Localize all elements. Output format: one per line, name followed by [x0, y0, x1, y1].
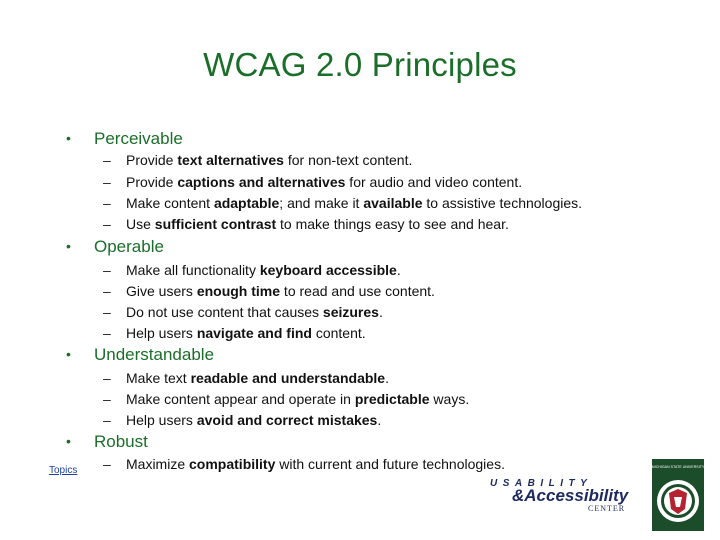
- guideline-text: [126, 304, 383, 320]
- guideline-keyword: available: [363, 195, 423, 211]
- principle-label: Understandable: [94, 345, 215, 364]
- principle-guideline-item: [0, 195, 720, 215]
- guideline-text-segment: ; and make it: [279, 195, 364, 211]
- guideline-text-segment: .: [378, 304, 383, 320]
- guideline-text-segment: Help users: [126, 412, 197, 428]
- dash-icon: –: [103, 391, 111, 407]
- seal-top-text: MICHIGAN STATE UNIVERSITY: [652, 465, 704, 469]
- guideline-keyword: text alternatives: [177, 152, 284, 168]
- guideline-text: [126, 391, 469, 407]
- topics-link[interactable]: Topics: [49, 465, 78, 476]
- dash-icon: –: [103, 456, 111, 472]
- guideline-keyword: enough time: [196, 283, 281, 299]
- guideline-text: [126, 216, 509, 232]
- principle-guideline-item: [0, 304, 720, 324]
- guideline-text: [126, 283, 435, 299]
- principle-label: Robust: [94, 432, 148, 451]
- logo-center-text: CENTER: [588, 504, 626, 513]
- guideline-text-segment: for non-text content.: [283, 152, 413, 168]
- principle-understandable: [0, 345, 400, 367]
- dash-icon: –: [103, 370, 111, 386]
- guideline-text-segment: Help users: [126, 325, 197, 341]
- guideline-keyword: avoid and correct mistakes: [196, 412, 378, 428]
- dash-icon: –: [103, 412, 111, 428]
- guideline-text-segment: Give users: [126, 283, 197, 299]
- guideline-text-segment: Make content appear and operate in: [126, 391, 355, 407]
- slide-title: WCAG 2.0 Principles: [203, 46, 517, 83]
- guideline-text: [126, 456, 505, 472]
- guideline-keyword: adaptable: [213, 195, 280, 211]
- guideline-text: [126, 174, 522, 190]
- guideline-text-segment: Make all functionality: [126, 262, 260, 278]
- guideline-text: [126, 152, 412, 168]
- principle-guideline-item: [0, 325, 720, 345]
- principle-label: Perceivable: [94, 129, 183, 148]
- guideline-text-segment: with current and future technologies.: [275, 456, 505, 472]
- guideline-text: [126, 370, 389, 386]
- guideline-keyword: keyboard accessible: [259, 262, 397, 278]
- guideline-text-segment: Make content: [126, 195, 214, 211]
- dash-icon: –: [103, 325, 111, 341]
- dash-icon: –: [103, 195, 111, 211]
- principle-guideline-item: [0, 456, 720, 476]
- dash-icon: –: [103, 152, 111, 168]
- principle-guideline-item: [0, 370, 720, 390]
- principle-guideline-item: [0, 262, 720, 282]
- guideline-text-segment: to make things easy to see and hear.: [276, 216, 509, 232]
- guideline-text-segment: .: [396, 262, 401, 278]
- guideline-text-segment: Do not use content that causes: [126, 304, 323, 320]
- guideline-keyword: seizures: [322, 304, 379, 320]
- guideline-keyword: sufficient contrast: [154, 216, 277, 232]
- guideline-text-segment: .: [377, 412, 382, 428]
- dash-icon: –: [103, 304, 111, 320]
- bullet-icon: •: [66, 130, 71, 146]
- dash-icon: –: [103, 283, 111, 299]
- dash-icon: –: [103, 262, 111, 278]
- principle-perceivable: [0, 129, 400, 151]
- guideline-text-segment: to read and use content.: [280, 283, 435, 299]
- guideline-text: [126, 325, 366, 341]
- principle-robust: [0, 432, 400, 454]
- university-seal-logo: [652, 459, 704, 531]
- principle-guideline-item: [0, 412, 720, 432]
- logo-accessibility-text: &Accessibility: [512, 486, 629, 505]
- logo-usability-text: USABILITY: [490, 478, 593, 489]
- principle-guideline-item: [0, 391, 720, 411]
- principle-operable: [0, 237, 400, 259]
- guideline-text: [126, 195, 582, 211]
- guideline-keyword: readable and understandable: [190, 370, 386, 386]
- guideline-keyword: compatibility: [189, 456, 276, 472]
- dash-icon: –: [103, 216, 111, 232]
- guideline-text-segment: Provide: [126, 152, 178, 168]
- principle-guideline-item: [0, 174, 720, 194]
- guideline-text-segment: for audio and video content.: [345, 174, 523, 190]
- bullet-icon: •: [66, 238, 71, 254]
- guideline-keyword: captions and alternatives: [177, 174, 346, 190]
- bullet-icon: •: [66, 433, 71, 449]
- guideline-text-segment: Maximize: [126, 456, 190, 472]
- guideline-text-segment: ways.: [429, 391, 470, 407]
- principle-guideline-item: [0, 216, 720, 236]
- bullet-icon: •: [66, 346, 71, 362]
- usability-accessibility-center-logo: [488, 474, 658, 524]
- principle-guideline-item: [0, 152, 720, 172]
- principle-guideline-item: [0, 283, 720, 303]
- guideline-text-segment: .: [385, 370, 389, 386]
- guideline-text: [126, 262, 401, 278]
- guideline-keyword: navigate and find: [196, 325, 312, 341]
- guideline-text-segment: to assistive technologies.: [422, 195, 583, 211]
- guideline-text-segment: content.: [311, 325, 366, 341]
- guideline-text-segment: Make text: [126, 370, 191, 386]
- guideline-text-segment: Provide: [126, 174, 178, 190]
- guideline-text-segment: Use: [126, 216, 155, 232]
- guideline-keyword: predictable: [354, 391, 430, 407]
- guideline-text: [126, 412, 381, 428]
- dash-icon: –: [103, 174, 111, 190]
- principle-label: Operable: [94, 237, 164, 256]
